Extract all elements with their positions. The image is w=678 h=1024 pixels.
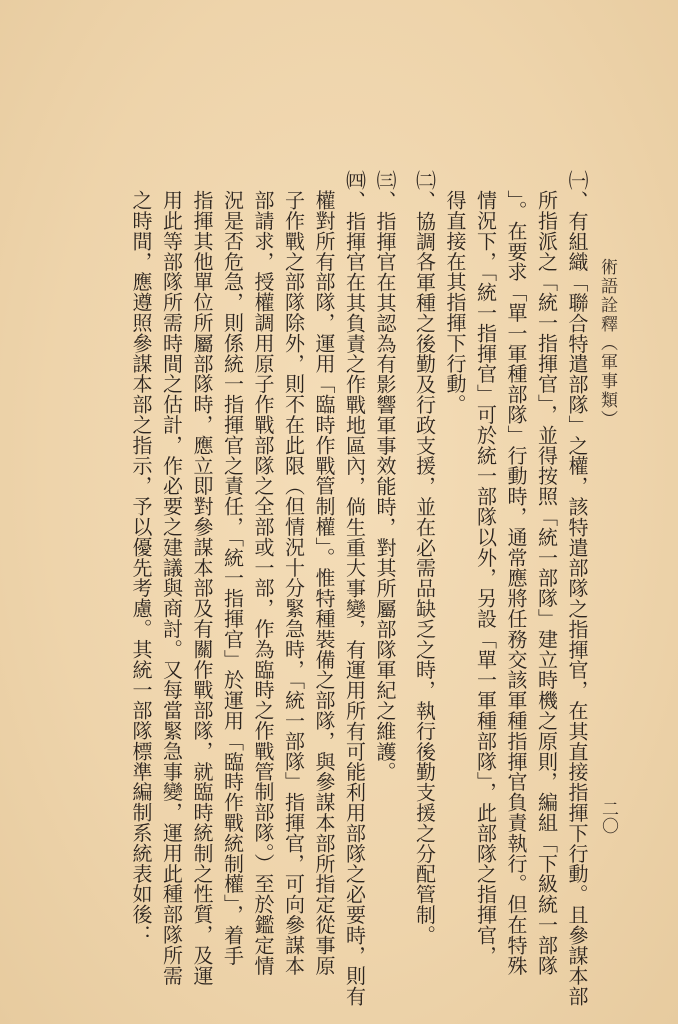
- text-column: ㈠、有組織「聯合特遣部隊」之權，該特遣部隊之指揮官，在其直接指揮下行動。且參謀本部: [565, 170, 589, 1007]
- body-text: [92, 170, 592, 1007]
- text-column: 用此等部隊所需時間之估計，作必要之建議與商討。又每當緊急事變，運用此種部隊所需: [159, 190, 184, 986]
- running-header-title: 術語詮釋（軍事類）: [597, 258, 617, 429]
- text-column: ㈣、指揮官在其負責之作戰地區內，倘生重大事變，有運用所有可能利用部隊之必要時，則有: [342, 170, 367, 1007]
- text-column: 權對所有部隊，運用「臨時作戰管制權」。惟特種裝備之部隊，與參謀本部所指定從事原: [312, 190, 336, 976]
- text-column: 得直接在其指揮下行動。: [443, 190, 467, 415]
- text-column: ㈢、指揮官在其認為有影響軍事效能時，對其所屬部隊軍紀之維護。: [373, 170, 397, 782]
- text-column: 情況下，「統一指揮官」可於統一部隊以外，另設「單一軍種部隊」，此部隊之指揮官，: [473, 190, 498, 966]
- text-column: 況是否危急，則係統一指揮官之責任，「統一指揮官」於運用「臨時作戰統制權」，着手: [220, 190, 245, 966]
- text-column: 子作戰之部隊除外，則不在此限（但情況十分緊急時，「統一部隊」指揮官，可向參謀本: [281, 190, 306, 976]
- text-column: 」。在要求「單一軍種部隊」行動時，通常應將任務交該軍種指揮官負責執行。但在特殊: [504, 190, 528, 976]
- text-column: 部請求，授權調用原子作戰部隊之全部或一部，作為臨時之作戰管制部隊。）至於鑑定情: [251, 190, 275, 976]
- text-column: 所指派之「統一指揮官」，並得按照「統一部隊」建立時機之原則，編組「下級統一部隊: [534, 190, 559, 976]
- text-column: 指揮其他單位所屬部隊時，應立即對參謀本部及有關作戰部隊，就臨時統制之性質，及運: [190, 190, 214, 986]
- text-column: ㈡、協調各軍種之後勤及行政支援，並在必需品缺乏之時，執行後勤支援之分配管制。: [412, 170, 437, 946]
- page-number: 二〇: [598, 800, 618, 834]
- text-column: 之時間，應遵照參謀本部之指示，予以優先考慮。其統一部隊標準編制系統表如後：: [129, 190, 153, 945]
